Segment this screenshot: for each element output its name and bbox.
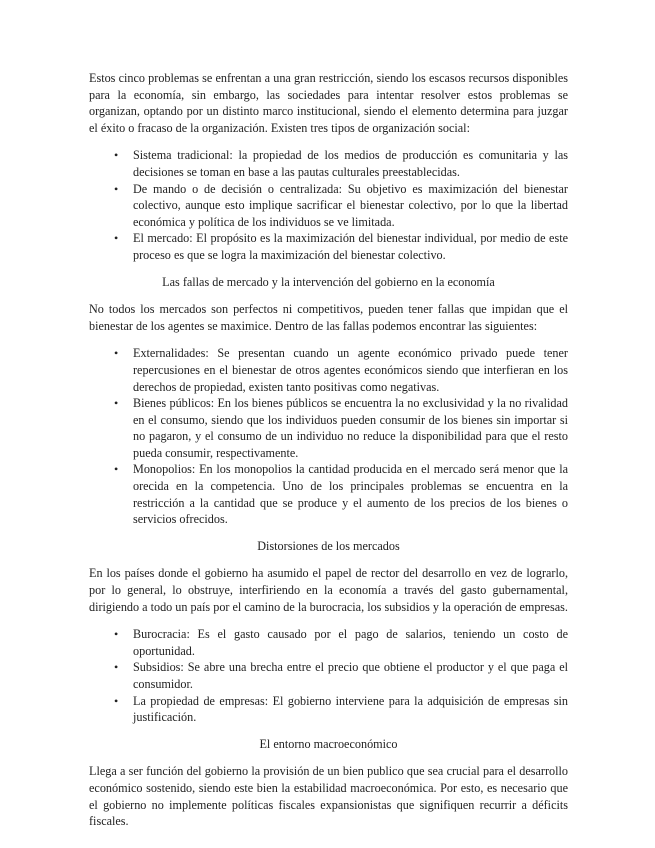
list-item [89, 230, 568, 263]
list-item [89, 461, 568, 527]
list-item-text: Sistema tradicional: la propiedad de los medios de producción es comunitaria y las decisiones se toman en base a las pautas culturales preestablecidas. [133, 148, 568, 179]
paragraph-market-failures: No todos los mercados son perfectos ni competitivos, pueden tener fallas que impidan que el bienestar de los agentes se maximice. Dentro de las fallas podemos encontrar las siguientes: [89, 302, 568, 333]
list-item-text: Burocracia: Es el gasto causado por el pago de salarios, teniendo un costo de oportunidad. [133, 627, 568, 658]
bullet-icon: • [114, 396, 119, 411]
list-item-text: Monopolios: En los monopolios la cantidad producida en el mercado será menor que la orecida en la competencia. Uno de los principales problemas se encuentra en la restricción a la cantidad que se produce y el aumento de los precios de los bienes o servicios ofrecidos. [133, 462, 568, 527]
list-item [89, 626, 568, 659]
list-item-text: De mando o de decisión o centralizada: Su objetivo es maximización del bienestar colectivo, aunque esto implique sacrificar el bienestar colectivo, por lo que la libertad económica y política de los individuos se ve limitada. [133, 181, 568, 229]
list-organization-types [89, 147, 568, 263]
paragraph-intro: Estos cinco problemas se enfrentan a una gran restricción, siendo los escasos recursos disponibles para la economía, sin embargo, las sociedades para intentar resolver estos problemas se organizan, optando por un distinto marco institucional, siendo el elemento determina para juzgar el éxito o fracaso de la organización. Existen tres tipos de organización social: [89, 71, 568, 135]
list-market-failures [89, 345, 568, 528]
bullet-icon: • [114, 693, 119, 708]
list-item-text: Bienes públicos: En los bienes públicos se encuentra la no exclusividad y la no rivalidad en el consumo, siendo que los individuos pueden consumir de los bienes sin importar si no pagaron, y el consumo de un individuo no reduce la disponibilidad para que el resto pueda consumir, respectivamente. [133, 396, 568, 460]
bullet-icon: • [114, 148, 119, 163]
list-item [89, 345, 568, 395]
bullet-icon: • [114, 627, 119, 642]
list-item-text: Subsidios: Se abre una brecha entre el precio que obtiene el productor y el que paga el consumidor. [133, 660, 568, 691]
list-item-text: La propiedad de empresas: El gobierno interviene para la adquisición de empresas sin justificación. [133, 693, 568, 725]
bullet-icon: • [114, 231, 119, 246]
paragraph-distortions: En los países donde el gobierno ha asumido el papel de rector del desarrollo en vez de lograrlo, por lo general, lo obstruye, interfiriendo en la economía a través del gasto gubernamental, dirigiendo a todo un país por el camino de la burocracia, los subsidios y la operación de empresas. [89, 566, 568, 614]
bullet-icon: • [114, 660, 119, 675]
bullet-icon: • [114, 462, 119, 477]
bullet-icon: • [114, 346, 119, 361]
list-item [89, 181, 568, 231]
section-heading: Las fallas de mercado y la intervención del gobierno en la economía [162, 274, 495, 289]
list-item [89, 147, 568, 180]
section-heading: Distorsiones de los mercados [257, 538, 400, 553]
list-item-text: El mercado: El propósito es la maximización del bienestar individual, por medio de este proceso es que se logra la maximización del bienestar colectivo. [133, 231, 568, 262]
paragraph-macro: Llega a ser función del gobierno la provisión de un bien publico que sea crucial para el desarrollo económico sostenido, siendo este bien la estabilidad macroeconómica. Por esto, es necesario que el gobierno no implemente políticas fiscales expansionistas que signifiquen recurrir a déficits fiscales. [89, 764, 568, 829]
bullet-icon: • [114, 181, 119, 196]
list-item-text: Externalidades: Se presentan cuando un agente económico privado puede tener repercusiones en el bienestar de otros agentes económicos siendo que interfieran en los derechos de propiedad, existen tanto positivas como negativas. [133, 346, 568, 394]
list-distortions [89, 626, 568, 726]
list-item [89, 659, 568, 692]
list-item [89, 395, 568, 461]
list-item [89, 693, 568, 726]
section-heading: El entorno macroeconómico [259, 736, 398, 751]
